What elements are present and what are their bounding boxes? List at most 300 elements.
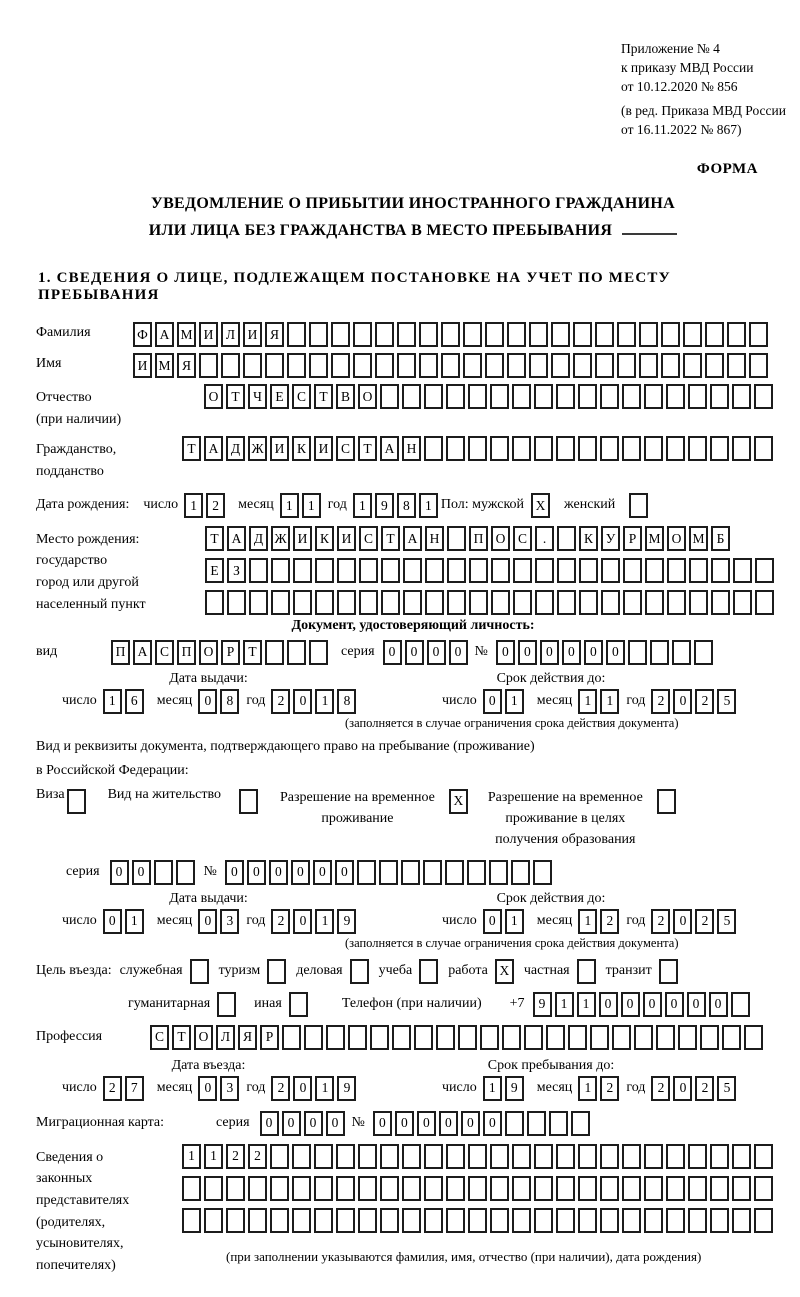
char-box[interactable] — [270, 1208, 289, 1233]
char-box[interactable] — [468, 436, 487, 461]
char-box[interactable]: 0 — [373, 1111, 392, 1136]
char-box[interactable]: 1 — [315, 1076, 334, 1101]
char-box[interactable]: 3 — [220, 1076, 239, 1101]
char-box[interactable]: 0 — [247, 860, 266, 885]
char-box[interactable] — [533, 860, 552, 885]
char-box[interactable] — [688, 384, 707, 409]
char-box[interactable] — [315, 590, 334, 615]
char-box[interactable] — [485, 353, 504, 378]
char-box[interactable]: 0 — [483, 1111, 502, 1136]
char-box[interactable]: И — [243, 322, 262, 347]
char-box[interactable]: 0 — [293, 1076, 312, 1101]
char-box[interactable] — [265, 640, 284, 665]
char-box[interactable]: Т — [205, 526, 224, 551]
char-box[interactable] — [381, 558, 400, 583]
char-box[interactable] — [623, 558, 642, 583]
char-box[interactable]: 0 — [599, 992, 618, 1017]
char-box[interactable]: 0 — [427, 640, 446, 665]
char-box[interactable]: 0 — [673, 909, 692, 934]
char-box[interactable]: Я — [177, 353, 196, 378]
char-box[interactable]: А — [403, 526, 422, 551]
char-box[interactable] — [447, 590, 466, 615]
char-box[interactable] — [182, 1208, 201, 1233]
char-box[interactable]: 0 — [198, 689, 217, 714]
char-box[interactable]: 2 — [206, 493, 225, 518]
char-box[interactable]: Р — [623, 526, 642, 551]
char-box[interactable] — [419, 322, 438, 347]
char-box[interactable]: 5 — [717, 1076, 736, 1101]
char-box[interactable] — [380, 1144, 399, 1169]
char-box[interactable] — [331, 322, 350, 347]
char-box[interactable] — [446, 1208, 465, 1233]
char-box[interactable]: 0 — [110, 860, 129, 885]
char-box[interactable] — [710, 1176, 729, 1201]
char-box[interactable] — [595, 353, 614, 378]
char-box[interactable] — [578, 1176, 597, 1201]
char-box[interactable] — [600, 436, 619, 461]
char-box[interactable]: 0 — [483, 909, 502, 934]
char-box[interactable] — [419, 353, 438, 378]
char-box[interactable] — [529, 353, 548, 378]
char-box[interactable] — [556, 436, 575, 461]
char-box[interactable] — [402, 1176, 421, 1201]
char-box[interactable] — [688, 1176, 707, 1201]
char-box[interactable]: 1 — [578, 1076, 597, 1101]
purpose-checkbox-tranzit[interactable] — [659, 959, 678, 984]
char-box[interactable]: И — [133, 353, 152, 378]
char-box[interactable] — [424, 436, 443, 461]
char-box[interactable] — [617, 353, 636, 378]
char-box[interactable]: 0 — [449, 640, 468, 665]
char-box[interactable] — [287, 322, 306, 347]
char-box[interactable] — [512, 436, 531, 461]
rvp-checkbox[interactable]: X — [449, 789, 468, 814]
char-box[interactable] — [579, 590, 598, 615]
char-box[interactable] — [534, 384, 553, 409]
char-box[interactable]: И — [270, 436, 289, 461]
char-box[interactable] — [507, 322, 526, 347]
char-box[interactable]: И — [337, 526, 356, 551]
vnzh-checkbox[interactable] — [239, 789, 258, 814]
char-box[interactable] — [491, 558, 510, 583]
char-box[interactable]: Ч — [248, 384, 267, 409]
char-box[interactable] — [293, 558, 312, 583]
char-box[interactable] — [556, 384, 575, 409]
char-box[interactable] — [467, 860, 486, 885]
char-box[interactable] — [490, 384, 509, 409]
char-box[interactable] — [446, 1144, 465, 1169]
char-box[interactable] — [578, 1144, 597, 1169]
char-box[interactable] — [666, 1144, 685, 1169]
char-box[interactable]: М — [177, 322, 196, 347]
char-box[interactable] — [304, 1025, 323, 1050]
char-box[interactable] — [650, 640, 669, 665]
char-box[interactable] — [490, 1176, 509, 1201]
char-box[interactable] — [204, 1176, 223, 1201]
char-box[interactable]: 1 — [577, 992, 596, 1017]
char-box[interactable] — [622, 1208, 641, 1233]
char-box[interactable]: М — [645, 526, 664, 551]
char-box[interactable] — [731, 992, 750, 1017]
char-box[interactable] — [337, 590, 356, 615]
char-box[interactable] — [656, 1025, 675, 1050]
char-box[interactable] — [468, 1144, 487, 1169]
char-box[interactable] — [331, 353, 350, 378]
char-box[interactable]: С — [150, 1025, 169, 1050]
char-box[interactable]: 0 — [198, 1076, 217, 1101]
char-box[interactable] — [666, 384, 685, 409]
char-box[interactable]: О — [491, 526, 510, 551]
char-box[interactable] — [754, 1208, 773, 1233]
char-box[interactable]: 9 — [337, 909, 356, 934]
char-box[interactable] — [705, 353, 724, 378]
char-box[interactable] — [623, 590, 642, 615]
char-box[interactable]: 2 — [103, 1076, 122, 1101]
char-box[interactable] — [733, 558, 752, 583]
char-box[interactable] — [513, 558, 532, 583]
char-box[interactable] — [423, 860, 442, 885]
char-box[interactable] — [512, 1208, 531, 1233]
char-box[interactable] — [375, 353, 394, 378]
char-box[interactable]: Я — [238, 1025, 257, 1050]
char-box[interactable]: М — [155, 353, 174, 378]
char-box[interactable] — [557, 590, 576, 615]
char-box[interactable]: 1 — [184, 493, 203, 518]
char-box[interactable]: 0 — [461, 1111, 480, 1136]
char-box[interactable] — [425, 590, 444, 615]
char-box[interactable]: 0 — [132, 860, 151, 885]
char-box[interactable]: А — [133, 640, 152, 665]
char-box[interactable]: Т — [172, 1025, 191, 1050]
char-box[interactable] — [336, 1176, 355, 1201]
char-box[interactable] — [314, 1144, 333, 1169]
char-box[interactable] — [227, 590, 246, 615]
char-box[interactable]: 2 — [271, 1076, 290, 1101]
char-box[interactable] — [689, 558, 708, 583]
char-box[interactable] — [644, 384, 663, 409]
char-box[interactable] — [375, 322, 394, 347]
char-box[interactable] — [271, 558, 290, 583]
char-box[interactable] — [573, 322, 592, 347]
char-box[interactable] — [534, 1176, 553, 1201]
char-box[interactable]: 1 — [555, 992, 574, 1017]
char-box[interactable]: 1 — [578, 689, 597, 714]
char-box[interactable] — [551, 322, 570, 347]
char-box[interactable] — [309, 322, 328, 347]
char-box[interactable]: 0 — [291, 860, 310, 885]
char-box[interactable]: О — [199, 640, 218, 665]
char-box[interactable] — [402, 384, 421, 409]
char-box[interactable] — [511, 860, 530, 885]
char-box[interactable] — [549, 1111, 568, 1136]
char-box[interactable] — [436, 1025, 455, 1050]
purpose-checkbox-sluzhebnaya[interactable] — [190, 959, 209, 984]
char-box[interactable] — [358, 1176, 377, 1201]
char-box[interactable] — [336, 1144, 355, 1169]
char-box[interactable]: 0 — [673, 689, 692, 714]
char-box[interactable]: 1 — [182, 1144, 201, 1169]
char-box[interactable] — [732, 1144, 751, 1169]
char-box[interactable] — [534, 1144, 553, 1169]
char-box[interactable]: 2 — [248, 1144, 267, 1169]
char-box[interactable]: 0 — [540, 640, 559, 665]
purpose-checkbox-ucheba[interactable] — [419, 959, 438, 984]
char-box[interactable]: О — [194, 1025, 213, 1050]
char-box[interactable] — [403, 558, 422, 583]
char-box[interactable] — [755, 558, 774, 583]
char-box[interactable]: Т — [226, 384, 245, 409]
char-box[interactable] — [749, 353, 768, 378]
char-box[interactable] — [622, 1144, 641, 1169]
char-box[interactable] — [694, 640, 713, 665]
char-box[interactable]: С — [513, 526, 532, 551]
char-box[interactable]: Л — [221, 322, 240, 347]
char-box[interactable]: 0 — [496, 640, 515, 665]
char-box[interactable]: 0 — [304, 1111, 323, 1136]
char-box[interactable]: 1 — [204, 1144, 223, 1169]
char-box[interactable] — [370, 1025, 389, 1050]
char-box[interactable] — [634, 1025, 653, 1050]
purpose-checkbox-rabota[interactable]: X — [495, 959, 514, 984]
char-box[interactable] — [490, 1208, 509, 1233]
char-box[interactable] — [243, 353, 262, 378]
char-box[interactable] — [600, 1208, 619, 1233]
char-box[interactable] — [380, 384, 399, 409]
char-box[interactable] — [556, 1144, 575, 1169]
char-box[interactable] — [380, 1208, 399, 1233]
char-box[interactable]: Д — [249, 526, 268, 551]
char-box[interactable] — [249, 558, 268, 583]
char-box[interactable] — [622, 436, 641, 461]
char-box[interactable]: Т — [358, 436, 377, 461]
char-box[interactable]: 0 — [260, 1111, 279, 1136]
char-box[interactable] — [447, 558, 466, 583]
char-box[interactable]: 0 — [606, 640, 625, 665]
char-box[interactable]: Б — [711, 526, 730, 551]
char-box[interactable]: 9 — [337, 1076, 356, 1101]
char-box[interactable] — [357, 860, 376, 885]
char-box[interactable]: 1 — [505, 689, 524, 714]
char-box[interactable]: 2 — [651, 689, 670, 714]
char-box[interactable]: 1 — [125, 909, 144, 934]
char-box[interactable] — [732, 436, 751, 461]
char-box[interactable] — [314, 1208, 333, 1233]
char-box[interactable]: 0 — [673, 1076, 692, 1101]
char-box[interactable] — [628, 640, 647, 665]
char-box[interactable]: Н — [402, 436, 421, 461]
char-box[interactable]: 0 — [518, 640, 537, 665]
char-box[interactable] — [529, 322, 548, 347]
char-box[interactable] — [661, 353, 680, 378]
char-box[interactable]: Е — [270, 384, 289, 409]
char-box[interactable] — [689, 590, 708, 615]
char-box[interactable] — [397, 322, 416, 347]
char-box[interactable]: 0 — [395, 1111, 414, 1136]
char-box[interactable] — [226, 1176, 245, 1201]
char-box[interactable] — [732, 1208, 751, 1233]
char-box[interactable] — [749, 322, 768, 347]
char-box[interactable] — [447, 526, 466, 551]
char-box[interactable] — [424, 1176, 443, 1201]
char-box[interactable]: З — [227, 558, 246, 583]
char-box[interactable]: 1 — [505, 909, 524, 934]
char-box[interactable] — [315, 558, 334, 583]
char-box[interactable] — [270, 1144, 289, 1169]
char-box[interactable] — [600, 1144, 619, 1169]
char-box[interactable] — [480, 1025, 499, 1050]
char-box[interactable] — [392, 1025, 411, 1050]
char-box[interactable] — [667, 558, 686, 583]
char-box[interactable] — [326, 1025, 345, 1050]
char-box[interactable]: М — [689, 526, 708, 551]
char-box[interactable] — [683, 353, 702, 378]
char-box[interactable] — [645, 558, 664, 583]
char-box[interactable]: Т — [314, 384, 333, 409]
char-box[interactable] — [265, 353, 284, 378]
char-box[interactable] — [469, 558, 488, 583]
char-box[interactable]: Р — [221, 640, 240, 665]
char-box[interactable] — [353, 353, 372, 378]
char-box[interactable]: С — [336, 436, 355, 461]
char-box[interactable]: А — [155, 322, 174, 347]
char-box[interactable] — [644, 1144, 663, 1169]
char-box[interactable] — [571, 1111, 590, 1136]
char-box[interactable]: 0 — [225, 860, 244, 885]
char-box[interactable] — [705, 322, 724, 347]
char-box[interactable] — [182, 1176, 201, 1201]
char-box[interactable]: 0 — [687, 992, 706, 1017]
char-box[interactable]: 0 — [282, 1111, 301, 1136]
char-box[interactable]: Е — [205, 558, 224, 583]
char-box[interactable] — [441, 322, 460, 347]
purpose-checkbox-turizm[interactable] — [267, 959, 286, 984]
char-box[interactable] — [446, 384, 465, 409]
char-box[interactable] — [468, 1176, 487, 1201]
char-box[interactable]: Т — [182, 436, 201, 461]
char-box[interactable]: Р — [260, 1025, 279, 1050]
char-box[interactable] — [661, 322, 680, 347]
char-box[interactable]: П — [111, 640, 130, 665]
rvpo-checkbox[interactable] — [657, 789, 676, 814]
char-box[interactable] — [446, 436, 465, 461]
char-box[interactable]: 2 — [600, 909, 619, 934]
char-box[interactable] — [441, 353, 460, 378]
char-box[interactable] — [463, 322, 482, 347]
char-box[interactable] — [754, 436, 773, 461]
char-box[interactable] — [397, 353, 416, 378]
char-box[interactable] — [314, 1176, 333, 1201]
char-box[interactable] — [176, 860, 195, 885]
char-box[interactable]: С — [292, 384, 311, 409]
char-box[interactable]: Л — [216, 1025, 235, 1050]
char-box[interactable] — [226, 1208, 245, 1233]
char-box[interactable]: У — [601, 526, 620, 551]
char-box[interactable]: П — [469, 526, 488, 551]
char-box[interactable] — [556, 1208, 575, 1233]
char-box[interactable] — [512, 384, 531, 409]
char-box[interactable] — [248, 1176, 267, 1201]
char-box[interactable] — [678, 1025, 697, 1050]
char-box[interactable]: О — [667, 526, 686, 551]
char-box[interactable]: 2 — [271, 909, 290, 934]
char-box[interactable] — [667, 590, 686, 615]
char-box[interactable]: 1 — [578, 909, 597, 934]
char-box[interactable]: 0 — [405, 640, 424, 665]
char-box[interactable]: 9 — [533, 992, 552, 1017]
char-box[interactable] — [468, 384, 487, 409]
char-box[interactable] — [617, 322, 636, 347]
char-box[interactable] — [348, 1025, 367, 1050]
char-box[interactable] — [644, 1176, 663, 1201]
char-box[interactable]: 1 — [280, 493, 299, 518]
char-box[interactable] — [359, 558, 378, 583]
char-box[interactable] — [578, 436, 597, 461]
char-box[interactable]: 2 — [695, 689, 714, 714]
char-box[interactable]: 9 — [375, 493, 394, 518]
char-box[interactable] — [557, 526, 576, 551]
char-box[interactable] — [578, 1208, 597, 1233]
char-box[interactable]: 2 — [226, 1144, 245, 1169]
char-box[interactable] — [722, 1025, 741, 1050]
char-box[interactable] — [578, 384, 597, 409]
char-box[interactable] — [527, 1111, 546, 1136]
char-box[interactable]: 8 — [220, 689, 239, 714]
char-box[interactable] — [414, 1025, 433, 1050]
char-box[interactable] — [557, 558, 576, 583]
char-box[interactable]: 0 — [643, 992, 662, 1017]
char-box[interactable] — [287, 640, 306, 665]
char-box[interactable] — [666, 1176, 685, 1201]
char-box[interactable]: 0 — [198, 909, 217, 934]
char-box[interactable] — [249, 590, 268, 615]
char-box[interactable]: Ф — [133, 322, 152, 347]
char-box[interactable] — [292, 1208, 311, 1233]
char-box[interactable] — [292, 1144, 311, 1169]
char-box[interactable] — [505, 1111, 524, 1136]
char-box[interactable]: 3 — [220, 909, 239, 934]
char-box[interactable] — [379, 860, 398, 885]
char-box[interactable]: 0 — [562, 640, 581, 665]
char-box[interactable]: А — [380, 436, 399, 461]
char-box[interactable]: 1 — [419, 493, 438, 518]
char-box[interactable] — [507, 353, 526, 378]
char-box[interactable] — [463, 353, 482, 378]
char-box[interactable]: 1 — [600, 689, 619, 714]
char-box[interactable]: 0 — [326, 1111, 345, 1136]
char-box[interactable] — [568, 1025, 587, 1050]
char-box[interactable]: С — [359, 526, 378, 551]
char-box[interactable]: 0 — [313, 860, 332, 885]
char-box[interactable]: 1 — [302, 493, 321, 518]
char-box[interactable]: 2 — [651, 909, 670, 934]
char-box[interactable] — [402, 1144, 421, 1169]
char-box[interactable] — [744, 1025, 763, 1050]
char-box[interactable] — [292, 1176, 311, 1201]
char-box[interactable] — [666, 1208, 685, 1233]
char-box[interactable]: 1 — [483, 1076, 502, 1101]
char-box[interactable]: О — [204, 384, 223, 409]
char-box[interactable] — [358, 1144, 377, 1169]
char-box[interactable]: К — [315, 526, 334, 551]
char-box[interactable] — [601, 558, 620, 583]
char-box[interactable] — [710, 1208, 729, 1233]
char-box[interactable] — [293, 590, 312, 615]
char-box[interactable] — [425, 558, 444, 583]
char-box[interactable] — [336, 1208, 355, 1233]
char-box[interactable]: 8 — [337, 689, 356, 714]
char-box[interactable] — [700, 1025, 719, 1050]
sex-male-checkbox[interactable]: X — [531, 493, 550, 518]
